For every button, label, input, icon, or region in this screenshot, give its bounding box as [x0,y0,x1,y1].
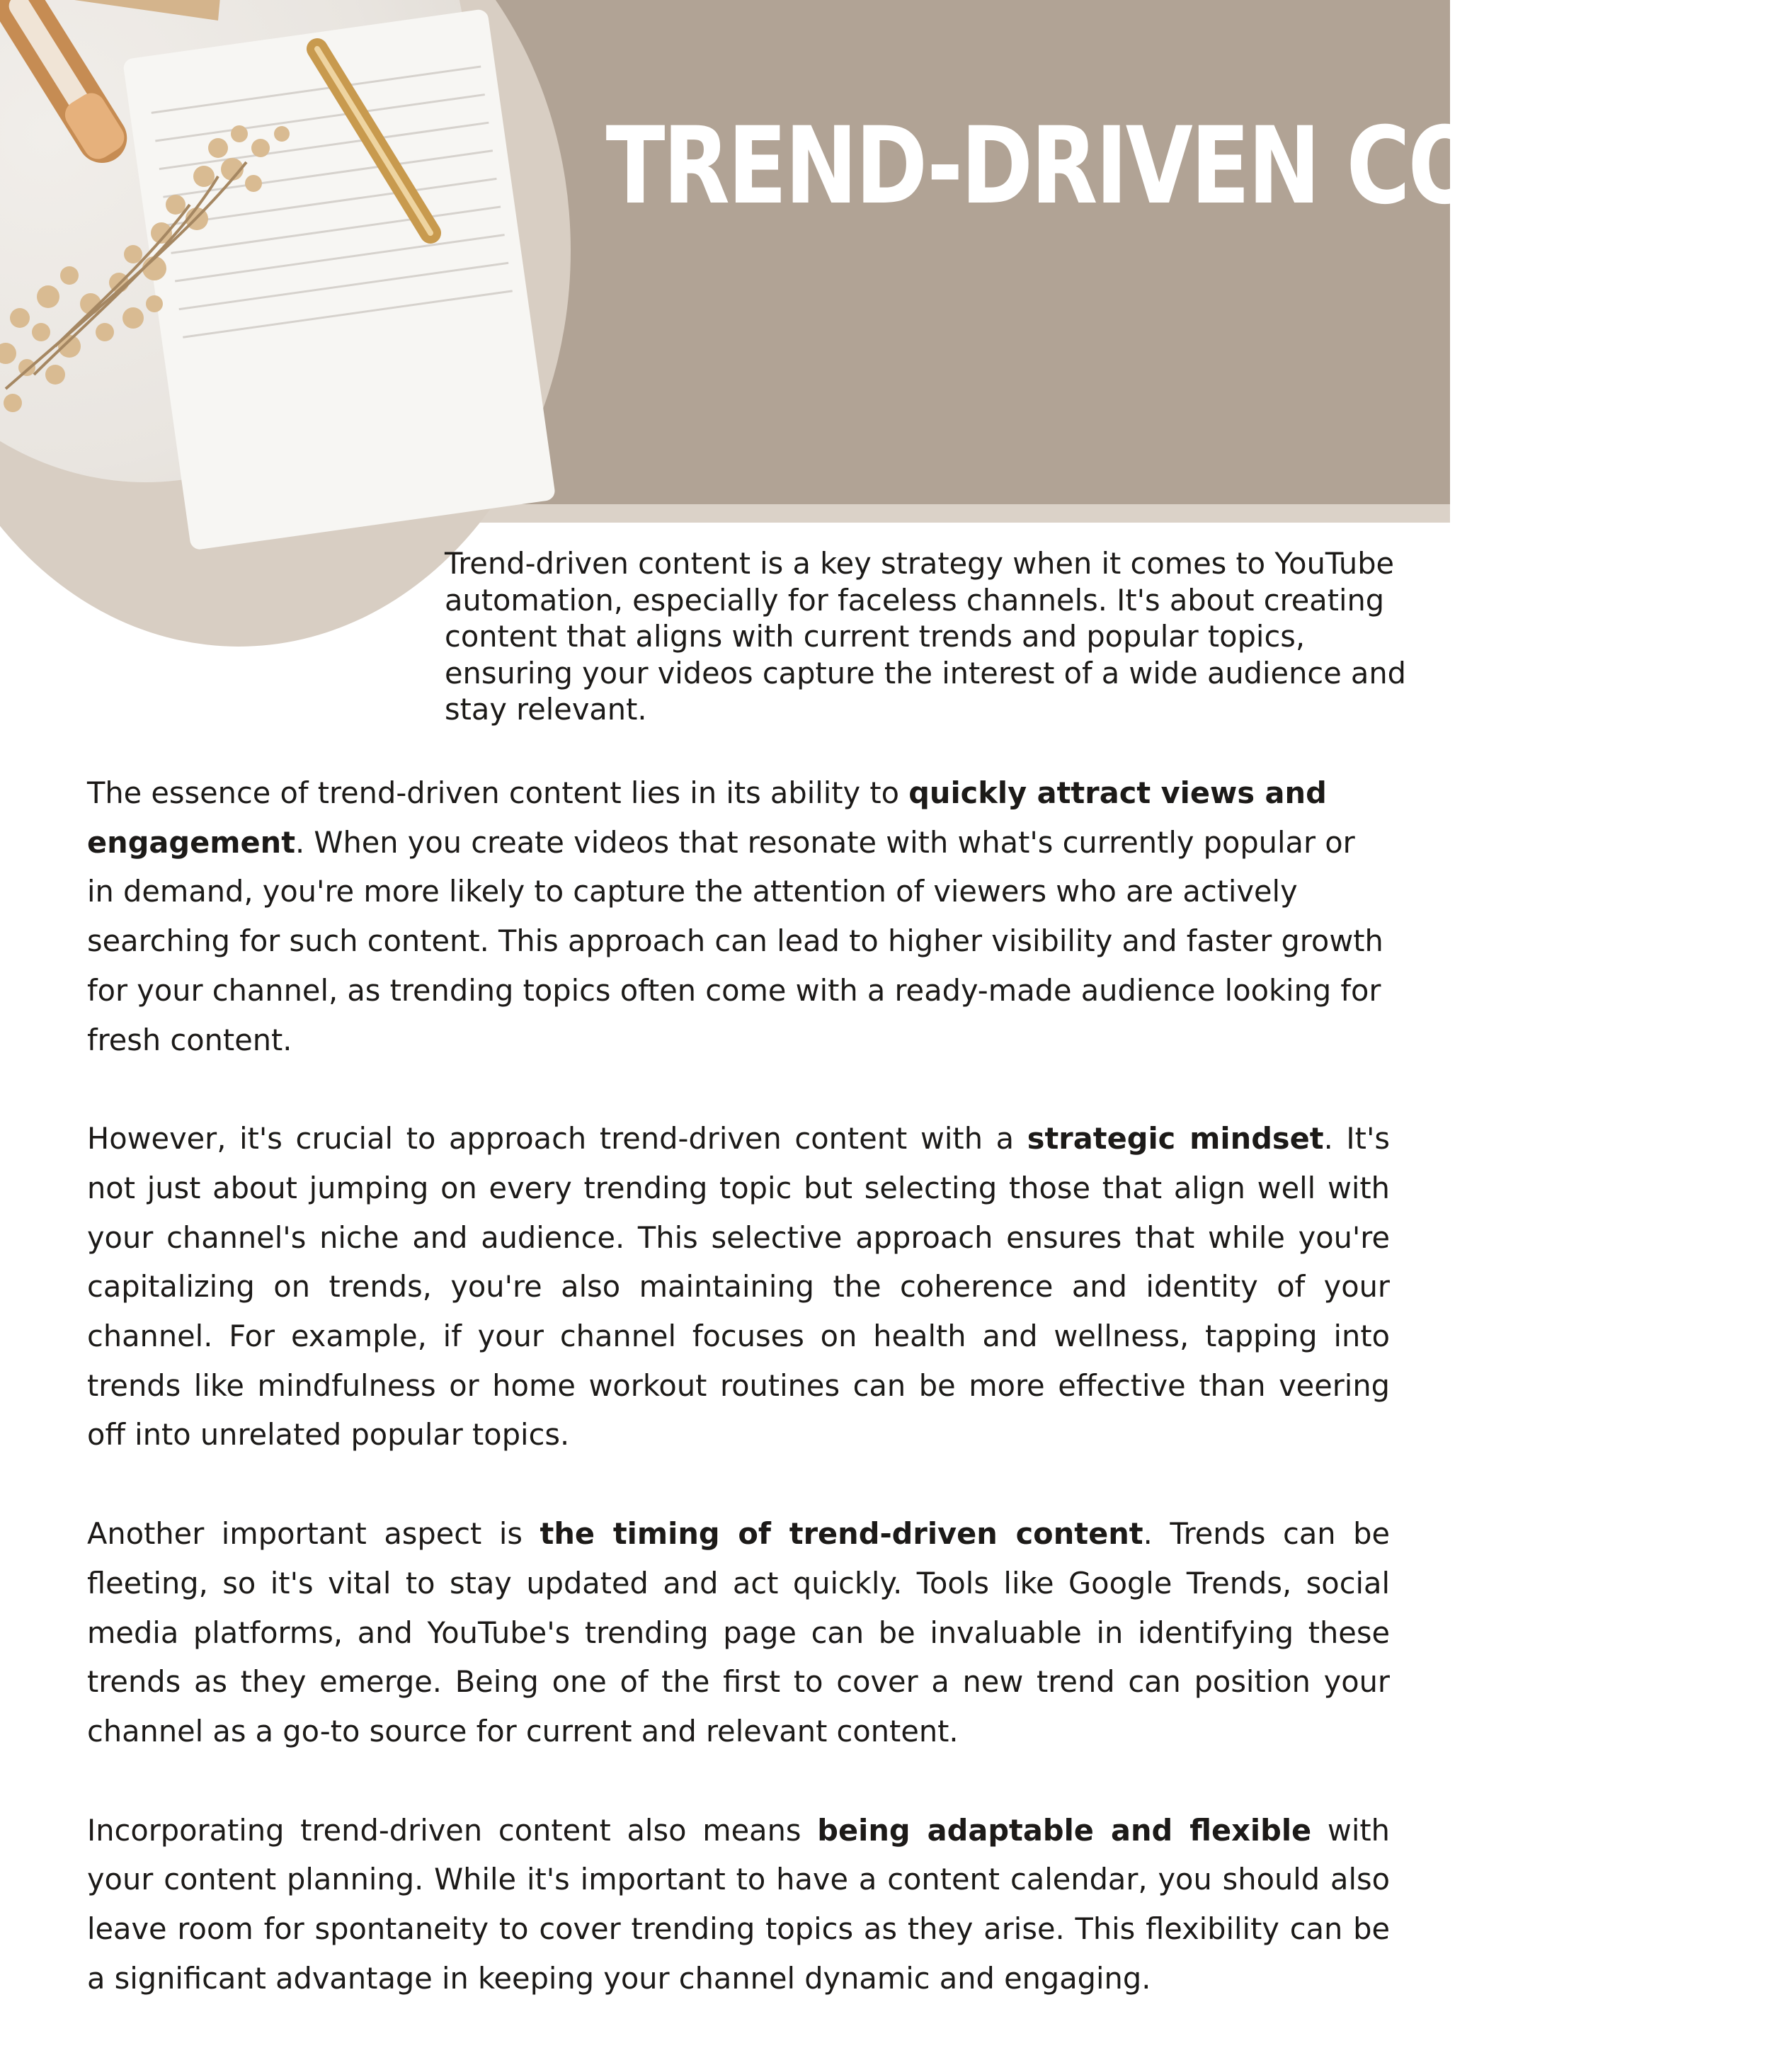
desk-photo-illustration [0,0,469,482]
paragraph-4 [87,1806,1390,2003]
paragraph-4-lead: Incorporating trend-driven content also means [87,1812,818,1848]
intro-paragraph: Trend-driven content is a key strategy when it comes to YouTube automation, especially for faceless channels. It's about creating content that aligns with current trends and popular topics, ensuring your videos capture the interest of a wide audience and stay relevant. [445,546,1407,727]
paragraph-1 [87,768,1390,1064]
hair-clip-shape [0,0,136,172]
paragraph-1-bold: quickly attract views and engagement [87,775,1327,860]
paragraph-3-bold: the timing of trend-driven content [540,1516,1143,1552]
paragraph-3-lead: Another important aspect is [87,1516,540,1552]
paragraph-2-rest: . It's not just about jumping on every trending topic but selecting those that align well with your channel's niche and audience. This selective approach ensures that while you're capitalizing on trends, you're also maintaining the coherence and identity of your channel. For example, if your channel focuses on health and wellness, tapping into trends like mindfulness or home workout routines can be more effective than veering off into unrelated popular topics. [87,1121,1390,1452]
paragraph-1-rest: . When you create videos that resonate with what's currently popular or in demand, you're more likely to capture the attention of viewers who are actively searching for such content. This approach can lead to higher visibility and faster growth for your channel, as trending topics often come with a ready-made audience looking for fresh content. [87,824,1383,1057]
page-title: TREND-DRIVEN CONTENT [605,105,1792,228]
paragraph-4-rest: with your content planning. While it's important to have a content calendar, you should also leave room for spontaneity to cover trending topics as they arise. This flexibility can be a significant advantage in keeping your channel dynamic and engaging. [87,1812,1390,1996]
paragraph-2 [87,1114,1390,1460]
desk-photo [0,0,469,482]
paragraph-3-rest: . Trends can be fleeting, so it's vital to stay updated and act quickly. Tools like Google Trends, social media platforms, and YouTube's trending page can be invaluable in identifying these trends as they emerge. Being one of the first to cover a new trend can position your channel as a go-to source for current and relevant content. [87,1516,1390,1748]
paragraph-2-bold: strategic mindset [1027,1121,1324,1156]
article-body [87,768,1390,2052]
paragraph-1-lead: The essence of trend-driven content lies in its ability to [87,775,909,810]
paragraph-3 [87,1509,1390,1756]
paragraph-2-lead: However, it's crucial to approach trend-driven content with a [87,1121,1027,1156]
paragraph-4-bold: being adaptable and flexible [817,1812,1312,1848]
